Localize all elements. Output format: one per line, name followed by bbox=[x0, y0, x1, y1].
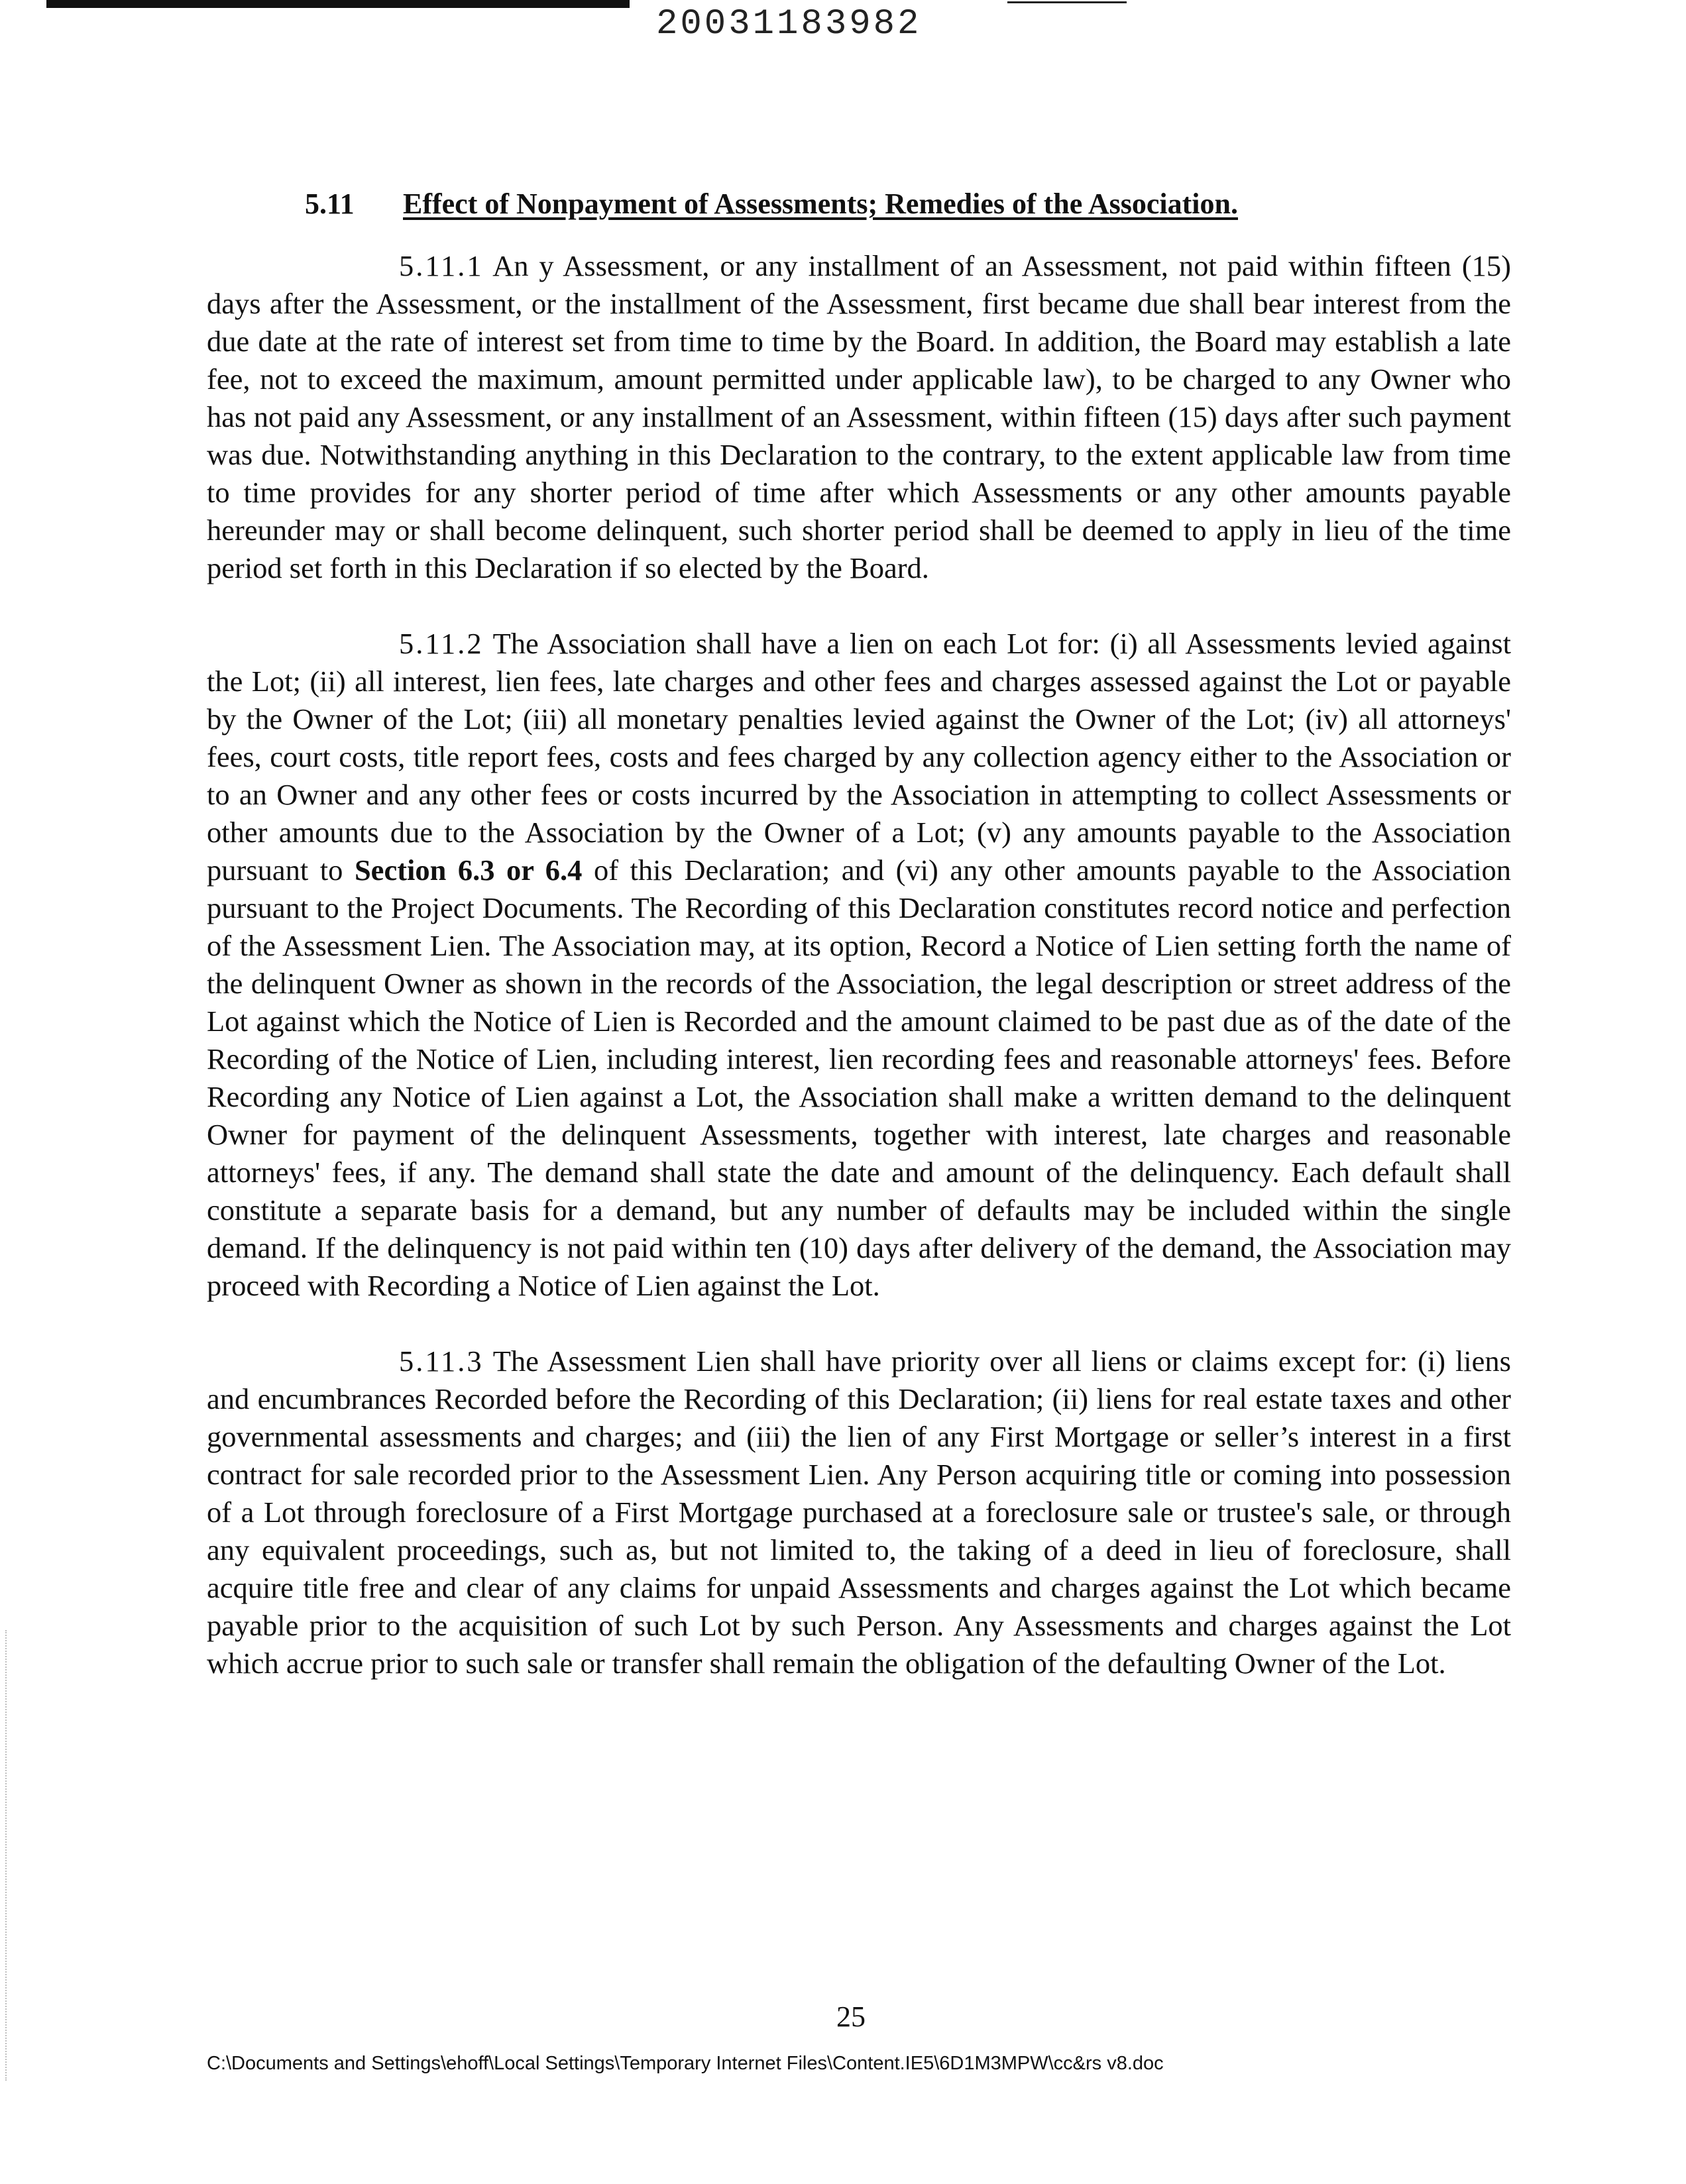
paragraph-text: The Association shall have a lien on each Lot for: (i) all Assessments levied against the Lot; (ii) all interest, lien fees, late charges and other fees and charges assessed against the Lot or payable by the Owner of the Lot; (iii) all monetary penalties levied against the Owner of the Lot; (iv) all attorneys' fees, court costs, title report fees, costs and fees charged by any collection agency either to the Association or to an Owner and any other fees or costs incurred by the Association in attempting to collect Assessments or other amounts due to the Association by the Owner of a Lot; (v) any amounts payable to the Association pursuant to bbox=[207, 627, 1511, 887]
paragraph-5-11-3 bbox=[207, 1342, 1511, 1682]
section-reference: Section 6.3 or 6.4 bbox=[354, 853, 583, 887]
top-rule bbox=[46, 0, 630, 8]
paragraph-5-11-2 bbox=[207, 625, 1511, 1305]
paragraph-number: 5.11.2 bbox=[399, 627, 484, 660]
paragraph-5-11-1 bbox=[207, 247, 1511, 587]
side-stamp-watermark bbox=[1604, 86, 1637, 298]
document-body bbox=[207, 187, 1511, 1720]
paragraph-number: 5.11.3 bbox=[399, 1344, 484, 1378]
file-path-footer: C:\Documents and Settings\ehoff\Local Settings\Temporary Internet Files\Content.IE5\6D1M3MPW\cc&rs v8.doc bbox=[207, 2053, 1164, 2074]
section-title: Effect of Nonpayment of Assessments; Remedies of the Association. bbox=[403, 188, 1238, 220]
paragraph-text: An y Assessment, or any installment of an Assessment, not paid within fifteen (15) days after the Assessment, or the installment of the Assessment, first became due shall bear interest from the due date at the rate of interest set from time to time by the Board. In addition, the Board may establish a late fee, not to exceed the maximum, amount permitted under applicable law), to be charged to any Owner who has not paid any Assessment, or any installment of an Assessment, within fifteen (15) days after such payment was due. Notwithstanding anything in this Declaration to the contrary, to the extent applicable law from time to time provides for any shorter period of time after which Assessments or any other amounts payable hereunder may or shall become delinquent, such shorter period shall be deemed to apply in lieu of the time period set forth in this Declaration if so elected by the Board. bbox=[207, 249, 1512, 584]
section-heading bbox=[305, 187, 1511, 221]
page-number: 25 bbox=[836, 2000, 866, 2033]
paragraph-number: 5.11.1 bbox=[399, 249, 484, 282]
record-number: 20031183982 bbox=[656, 4, 922, 44]
top-rule-right bbox=[1007, 1, 1127, 3]
paragraph-text: The Assessment Lien shall have priority over all liens or claims except for: (i) liens and encumbrances Recorded before the Recording of this Declaration; (ii) liens for real estate taxes and other governmental assessments and charges; and (iii) the lien of any First Mortgage or seller’s interest in a first contract for sale recorded prior to the Assessment Lien. Any Person acquiring title or coming into possession of a Lot through foreclosure of a First Mortgage purchased at a foreclosure sale or trustee's sale, or through any equivalent proceedings, such as, but not limited to, the taking of a deed in lieu of foreclosure, shall acquire title free and clear of any claims for unpaid Assessments and charges against the Lot which became payable prior to the acquisition of such Lot by such Person. Any Assessments and charges against the Lot which accrue prior to such sale or transfer shall remain the obligation of the defaulting Owner of the Lot. bbox=[207, 1344, 1511, 1680]
paragraph-text-continued: of this Declaration; and (vi) any other amounts payable to the Association pursuant to the Project Documents. The Recording of this Declaration constitutes record notice and perfection of the Assessment Lien. The Association may, at its option, Record a Notice of Lien setting forth the name of the delinquent Owner as shown in the records of the Association, the legal description or street address of the Lot against which the Notice of Lien is Recorded and the amount claimed to be past due as of the date of the Recording of the Notice of Lien, including interest, lien recording fees and reasonable attorneys' fees. Before Recording any Notice of Lien against a Lot, the Association shall make a written demand to the delinquent Owner for payment of the delinquent Assessments, together with interest, late charges and reasonable attorneys' fees, if any. The demand shall state the date and amount of the delinquency. Each default shall constitute a separate basis for a demand, but any number of defaults may be included within the single demand. If the delinquency is not paid within ten (10) days after delivery of the demand, the Association may proceed with Recording a Notice of Lien against the Lot. bbox=[207, 853, 1511, 1302]
section-number: 5.11 bbox=[305, 188, 355, 220]
scan-edge-specks bbox=[5, 1630, 9, 2081]
